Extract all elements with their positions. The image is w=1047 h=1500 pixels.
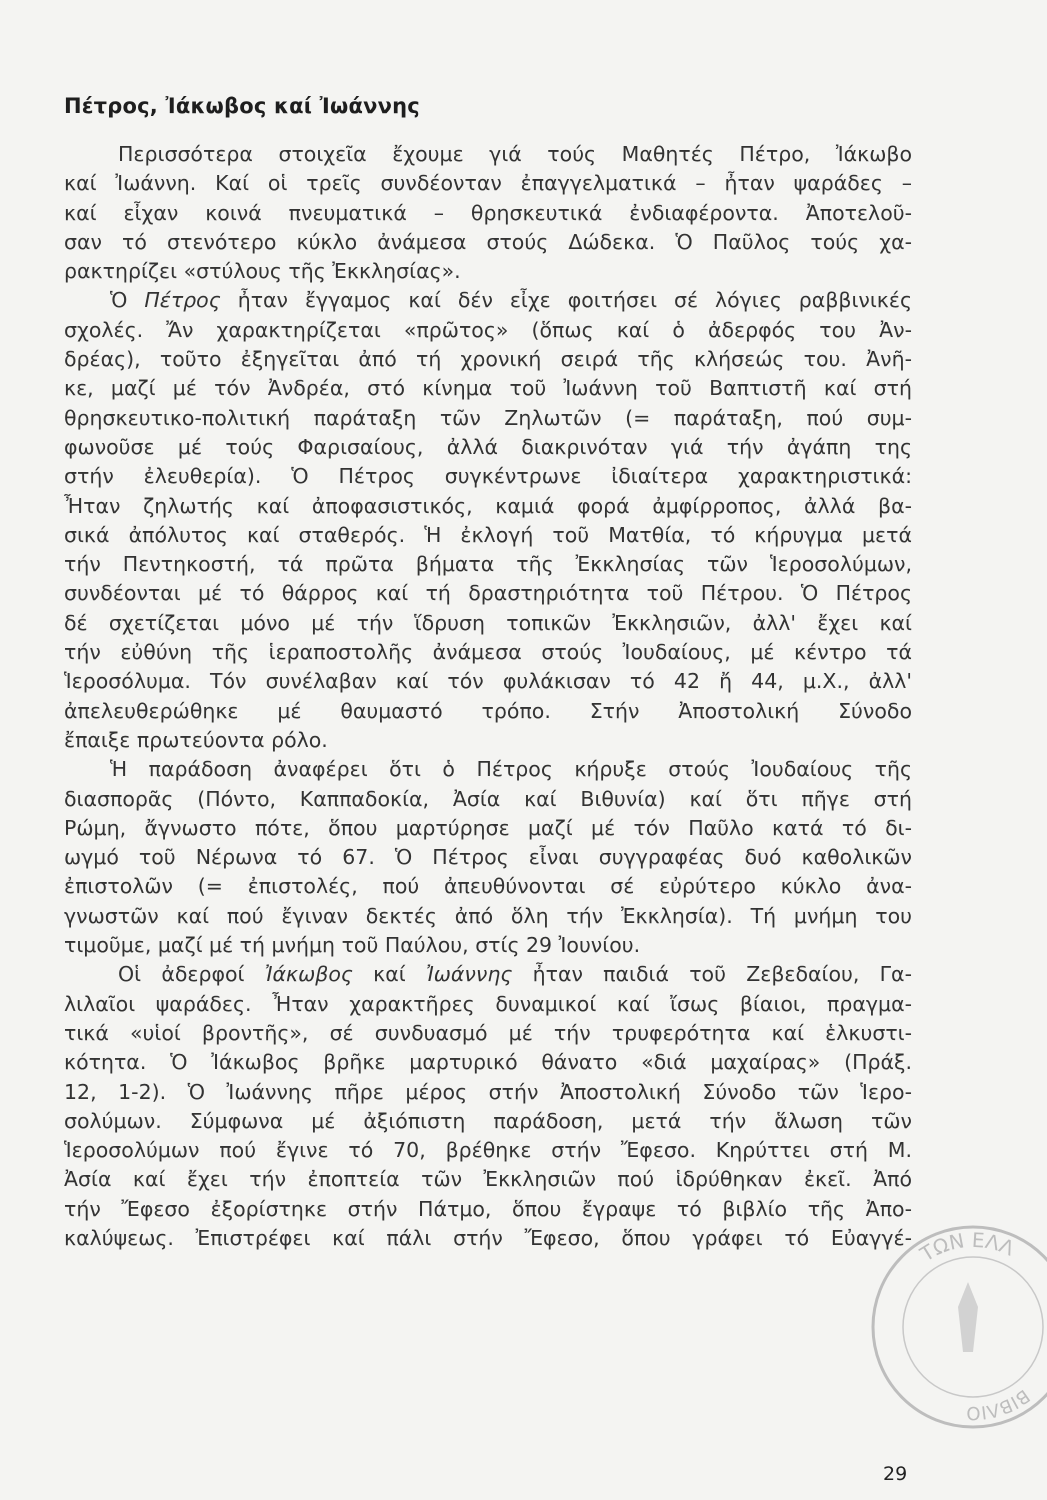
text-line: Ρώμη, ἄγνωστο πότε, ὅπου μαρτύρησε μαζί μέ τόν Παῦλο κατά τό δι-: [64, 815, 912, 840]
text-line: κε, μαζί μέ τόν Ἀνδρέα, στό κίνημα τοῦ Ἰωάννη τοῦ Βαπτιστῆ καί στή: [64, 376, 912, 401]
text-line: τιμοῦμε, μαζί μέ τή μνήμη τοῦ Παύλου, στίς 29 Ἰουνίου.: [64, 933, 641, 958]
text-line: ἀπελευθερώθηκε μέ θαυμαστό τρόπο. Στήν Ἀποστολική Σύνοδο: [64, 698, 912, 723]
text-line: κότητα. Ὁ Ἰάκωβος βρῆκε μαρτυρικό θάνατο «διά μαχαίρας» (Πράξ.: [64, 1050, 912, 1075]
stamp-text-top: ΤΩΝ ΕΛΛ: [915, 1227, 1018, 1267]
text-line: τήν Πεντηκοστή, τά πρῶτα βήματα τῆς Ἐκκλησίας τῶν Ἱεροσολύμων,: [64, 552, 912, 577]
text-line: φωνοῦσε μέ τούς Φαρισαίους, ἀλλά διακρινόταν γιά τήν ἀγάπη της: [64, 434, 912, 459]
text-line: Ἱεροσόλυμα. Τόν συνέλαβαν καί τόν φυλάκισαν τό 42 ἤ 44, μ.Χ., ἀλλ': [64, 669, 912, 694]
text-line: τικά «υἱοί βροντῆς», σέ συνδυασμό μέ τήν τρυφερότητα καί ἑλκυστι-: [64, 1020, 912, 1045]
text-span: Οἱ ἀδερφοί: [118, 962, 265, 987]
text-line: 12, 1-2). Ὁ Ἰωάννης πῆρε μέρος στήν Ἀποστολική Σύνοδο τῶν Ἱερο-: [64, 1079, 912, 1104]
text-line: Ἀσία καί ἔχει τήν ἐποπτεία τῶν Ἐκκλησιῶν πού ἱδρύθηκαν ἐκεῖ. Ἀπό: [64, 1167, 912, 1192]
page-number: 29: [883, 1463, 908, 1485]
text-line: [64, 286, 912, 315]
text-line: τήν Ἔφεσο ἐξορίστηκε στήν Πάτμο, ὅπου ἔγραψε τό βιβλίο τῆς Ἀπο-: [64, 1196, 912, 1221]
text-line: σχολές. Ἄν χαρακτηρίζεται «πρῶτος» (ὅπως καί ὁ ἀδερφός του Ἀν-: [64, 317, 912, 342]
text-line: διασπορᾶς (Πόντο, Καππαδοκία, Ἀσία καί Βιθυνία) καί ὅτι πῆγε στή: [64, 786, 912, 811]
stamp-emblem-icon: [958, 1282, 978, 1352]
body-text: [64, 140, 912, 1253]
text-line: τήν εὐθύνη τῆς ἱεραποστολῆς ἀνάμεσα στούς Ἰουδαίους, μέ κέντρο τά: [64, 640, 912, 665]
text-line: καί Ἰωάννη. Καί οἱ τρεῖς συνδέονταν ἐπαγγελματικά – ἦταν ψαράδες –: [64, 171, 912, 196]
section-heading: Πέτρος, Ἰάκωβος καί Ἰωάννης: [64, 94, 420, 118]
text-span: ἦταν ἔγγαμος καί δέν εἶχε φοιτήσει σέ λόγιες ραββινικές: [220, 288, 913, 313]
text-line: θρησκευτικο-πολιτική παράταξη τῶν Ζηλωτῶν (= παράταξη, πού συμ-: [64, 405, 912, 430]
text-line: ἐπιστολῶν (= ἐπιστολές, πού ἀπευθύνονται σέ εὐρύτερο κύκλο ἀνα-: [64, 874, 912, 899]
italic-name: Ἰάκωβος: [264, 962, 353, 987]
text-line: καλύψεως. Ἐπιστρέφει καί πάλι στήν Ἔφεσο, ὅπου γράφει τό Εὐαγγέ-: [64, 1225, 912, 1250]
text-line: σολύμων. Σύμφωνα μέ ἀξιόπιστη παράδοση, μετά τήν ἅλωση τῶν: [64, 1108, 912, 1133]
text-line: καί εἶχαν κοινά πνευματικά – θρησκευτικά ἐνδιαφέροντα. Ἀποτελοῦ-: [64, 200, 912, 225]
text-line: σαν τό στενότερο κύκλο ἀνάμεσα στούς Δώδεκα. Ὁ Παῦλος τούς χα-: [64, 229, 912, 254]
stamp-outer-ring: [873, 1227, 1047, 1427]
text-span: ἦταν παιδιά τοῦ Ζεβεδαίου, Γα-: [512, 962, 912, 987]
text-line: λιλαῖοι ψαράδες. Ἦταν χαρακτῆρες δυναμικοί καί ἴσως βίαιοι, πραγμα-: [64, 991, 912, 1016]
text-line: ωγμό τοῦ Νέρωνα τό 67. Ὁ Πέτρος εἶναι συγγραφέας δυό καθολικῶν: [64, 845, 912, 870]
italic-name: Ἰωάννης: [425, 962, 513, 987]
text-line: συνδέονται μέ τό θάρρος καί τή δραστηριότητα τοῦ Πέτρου. Ὁ Πέτρος: [64, 581, 912, 606]
italic-name: Πέτρος: [144, 288, 221, 313]
text-line: στήν ἐλευθερία). Ὁ Πέτρος συγκέντρωνε ἰδιαίτερα χαρακτηριστικά:: [64, 464, 912, 489]
text-line: ἔπαιξε πρωτεύοντα ρόλο.: [64, 727, 328, 752]
text-line: σικά ἀπόλυτος καί σταθερός. Ἡ ἐκλογή τοῦ Ματθία, τό κήρυγμα μετά: [64, 522, 912, 547]
text-line: δρέας), τοῦτο ἐξηγεῖται ἀπό τή χρονική σειρά τῆς κλήσεώς του. Ἀνῆ-: [64, 347, 912, 372]
text-line: γνωστῶν καί πού ἔγιναν δεκτές ἀπό ὅλη τήν Ἐκκλησία). Τή μνήμη του: [64, 903, 912, 928]
stamp-text-bottom: ΒΙΒΛΙΟ: [966, 1384, 1034, 1424]
text-line: Περισσότερα στοιχεῖα ἔχουμε γιά τούς Μαθητές Πέτρο, Ἰάκωβο: [118, 142, 912, 166]
text-line: Ἡ παράδοση ἀναφέρει ὅτι ὁ Πέτρος κήρυξε στούς Ἰουδαίους τῆς: [110, 757, 912, 782]
text-span: Ὁ: [110, 288, 145, 313]
stamp-inner-ring: [903, 1257, 1043, 1397]
text-line: δέ σχετίζεται μόνο μέ τήν ἵδρυση τοπικῶν Ἐκκλησιῶν, ἀλλ' ἔχει καί: [64, 610, 912, 635]
text-line: Ἱεροσολύμων πού ἔγινε τό 70, βρέθηκε στήν Ἔφεσο. Κηρύττει στή Μ.: [64, 1138, 912, 1163]
text-span: καί: [352, 962, 426, 987]
text-line: ρακτηρίζει «στύλους τῆς Ἐκκλησίας».: [64, 259, 461, 284]
text-line: Ἦταν ζηλωτής καί ἀποφασιστικός, καμιά φορά ἀμφίρροπος, ἀλλά βα-: [64, 493, 912, 518]
text-line: [64, 960, 912, 989]
